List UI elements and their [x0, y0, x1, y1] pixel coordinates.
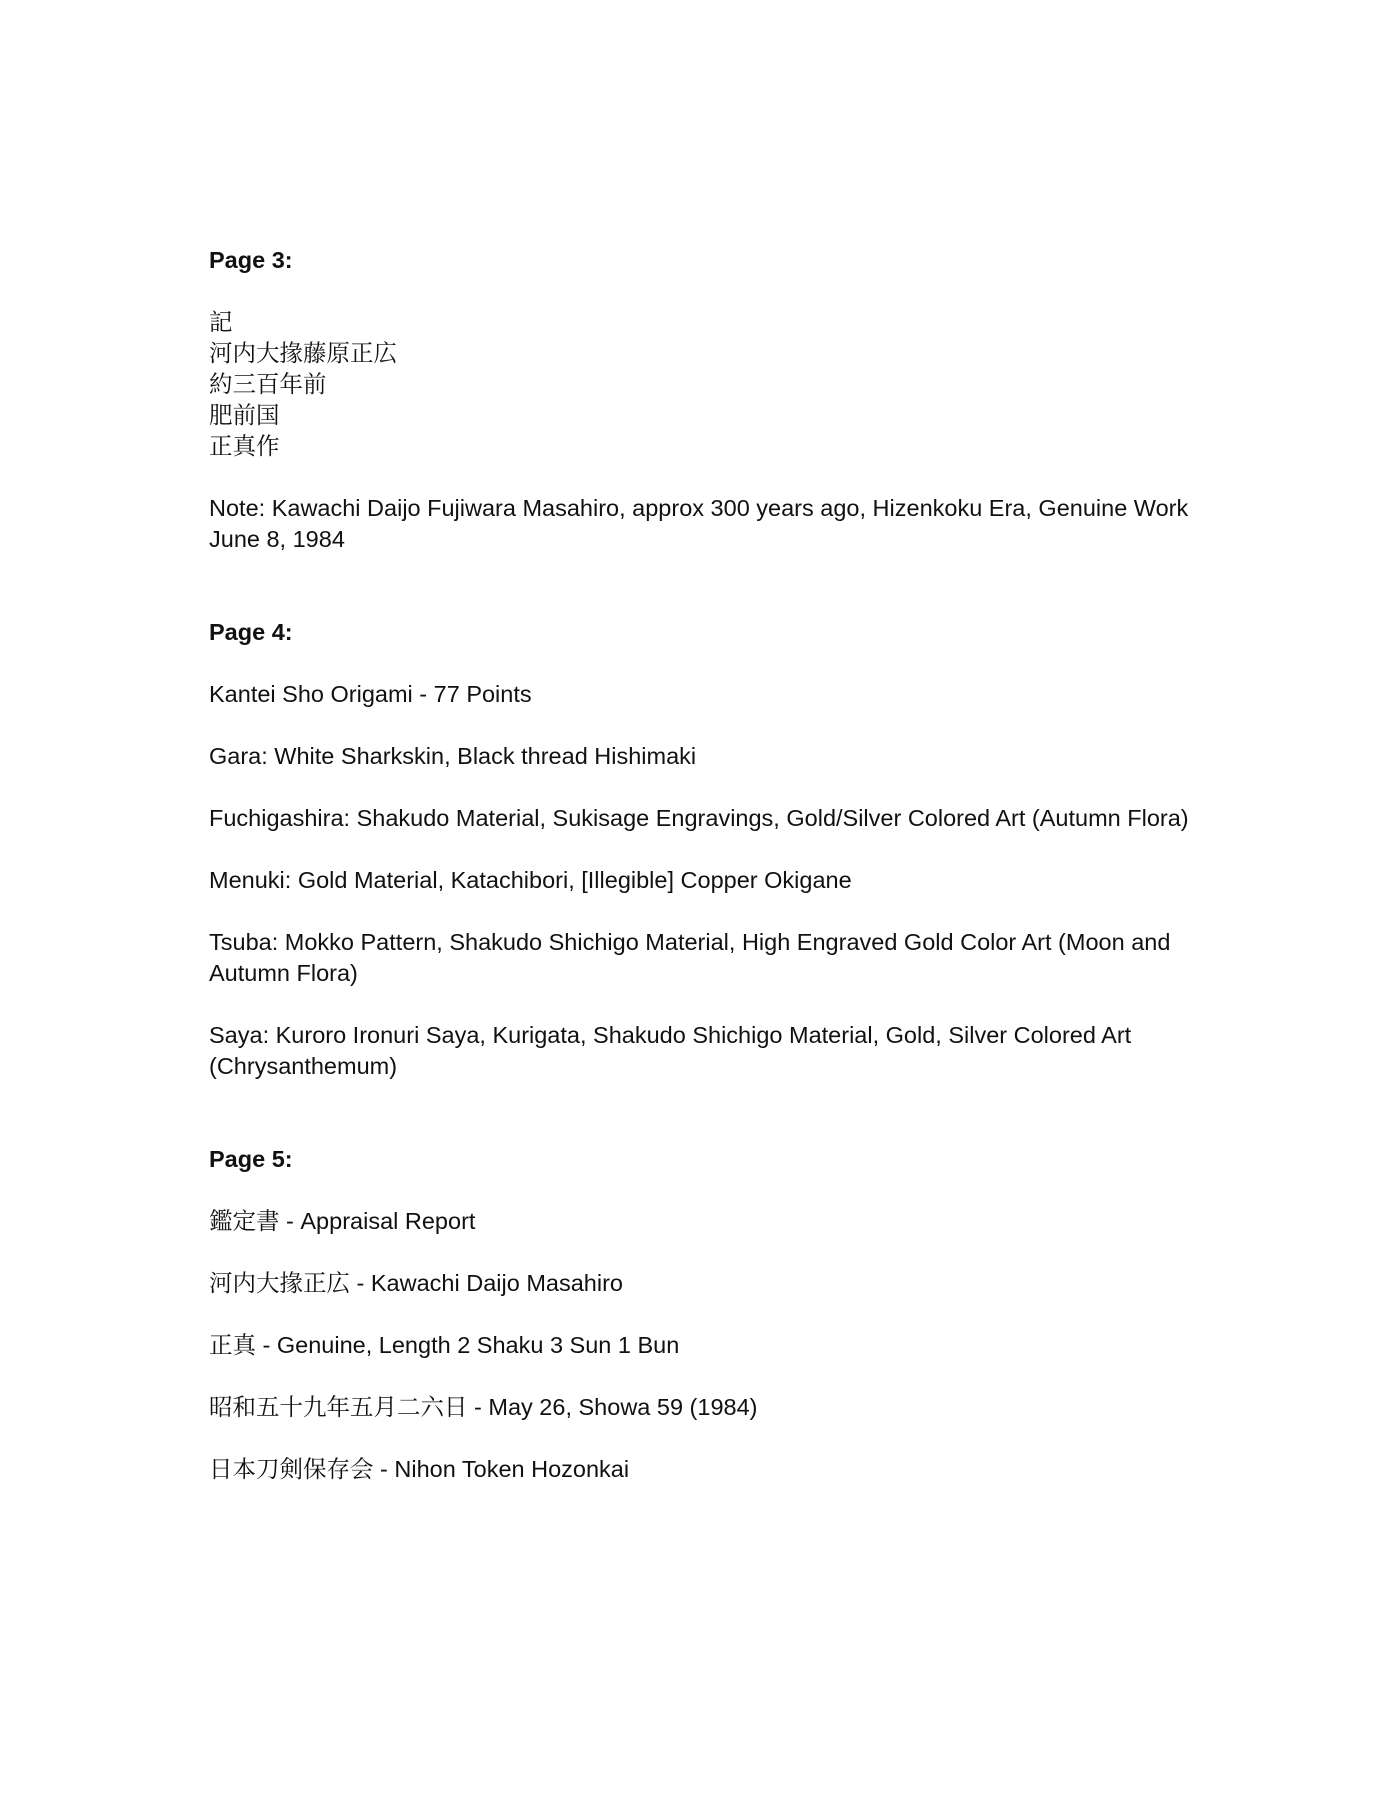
appraisal-item: 河内大掾正広 - Kawachi Daijo Masahiro: [209, 1270, 623, 1296]
section-page-5: [209, 1144, 1189, 1485]
appraisal-item: 鑑定書 - Appraisal Report: [209, 1208, 476, 1234]
section-page-3: [209, 245, 1189, 555]
section-heading: Page 4:: [209, 619, 293, 645]
appraisal-item: 正真 - Genuine, Length 2 Shaku 3 Sun 1 Bun: [209, 1332, 680, 1358]
fitting-item: Saya: Kuroro Ironuri Saya, Kurigata, Shakudo Shichigo Material, Gold, Silver Colored Art (Chrysanthemum): [209, 1022, 1132, 1079]
appraisal-item: 日本刀剣保存会 - Nihon Token Hozonkai: [209, 1456, 630, 1482]
fitting-item: Kantei Sho Origami - 77 Points: [209, 681, 532, 707]
fitting-item: Menuki: Gold Material, Katachibori, [Illegible] Copper Okigane: [209, 867, 852, 893]
japanese-line: 正真作: [209, 433, 280, 459]
fitting-item: Fuchigashira: Shakudo Material, Sukisage Engravings, Gold/Silver Colored Art (Autumn Flora): [209, 805, 1189, 831]
japanese-line: 河内大掾藤原正広: [209, 340, 397, 366]
section-heading: Page 5:: [209, 1146, 293, 1172]
japanese-line: 約三百年前: [209, 371, 327, 397]
appraisal-item: 昭和五十九年五月二六日 - May 26, Showa 59 (1984): [209, 1394, 758, 1420]
translation-note: Note: Kawachi Daijo Fujiwara Masahiro, approx 300 years ago, Hizenkoku Era, Genuine Work: [209, 495, 1189, 521]
fitting-item: Gara: White Sharkskin, Black thread Hishimaki: [209, 743, 697, 769]
japanese-line: 肥前国: [209, 402, 280, 428]
section-page-4: [209, 617, 1189, 1082]
section-heading: Page 3:: [209, 247, 293, 273]
document-content: [209, 245, 1189, 1485]
japanese-line: 記: [209, 309, 233, 335]
fitting-item: Tsuba: Mokko Pattern, Shakudo Shichigo Material, High Engraved Gold Color Art (Moon and Autumn Flora): [209, 929, 1171, 986]
note-date: June 8, 1984: [209, 526, 345, 552]
